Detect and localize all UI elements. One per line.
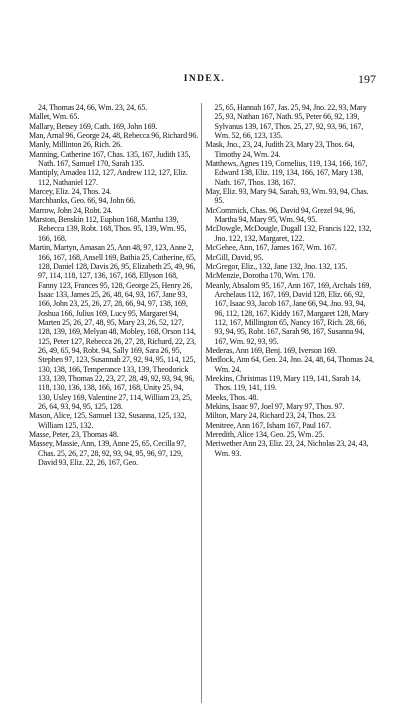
page-header [0,74,409,88]
index-entry: Marrow, John 24, Robt. 24. [29,205,113,215]
index-entry: Marston, Benskin 112, Euphon 168, Martha 139, Rebecca 139, Robt. 168, Thos. 95, 139, Wm. 95, 166, 168. [29,215,187,243]
index-entry: Medlock, Ann 64, Geo. 24, Jno. 24, 48, 64, Thomas 24, Wm. 24. [205,355,374,374]
index-entry: Massey, Massie, Ann, 139, Anne 25, 65, Cecilla 97, Chas. 25, 26, 27, 28, 92, 93, 94, 95, 96, 97, 129, David 93, Eliz. 22, 26, 167, Geo. [29,439,187,468]
index-entry: Manly, Millinton 26, Rich. 26. [29,140,122,150]
index-entry: Marcey, Eliz. 24, Thos. 24. [29,187,112,197]
index-entry: Meredith, Alice 134, Geo. 25, Wm. 25. [205,430,325,440]
index-entry: Milton, Mary 24, Richard 23, 24, Thos. 23. [205,411,337,421]
index-entry: Meanly, Absalom 95, 167, Ann 167, 169, Archals 169, Archelaus 112, 167, 169, David 128, Eliz. 66, 92, 167, Isaac 93, Jacob 167, Jane 66, 94, Jno. 93, 94, 96, 112, 128, 167, Kiddy 167, Margaret 128, Mary 112, 167, Millington 65, Nancy 167, Rich. 28, 66, 93, 94, 95, Robt. 167, Sarah 98, 167, Susanna 94, 167, Wm. 92, 93, 95. [205,280,372,346]
index-entry: Mallet, Wm. 65. [29,112,80,122]
index-entry: Mantiply, Amadea 112, 127, Andrew 112, 127, Eliz. 112, Nathaniel 127. [29,168,188,187]
index-entry: McGehee, Ann, 167, James 167, Wm. 167. [205,243,337,253]
index-entry: Meekins, Christmas 119, Mary 119, 141, Sarah 14, Thos. 119, 141, 119. [205,373,361,393]
index-columns [29,103,375,703]
index-entry: Mask, Jno., 23, 24, Judith 23, Mary 23, Thos. 64, Timothy 24, Wm. 24. [205,140,355,159]
index-entry: 24, Thomas 24, 66, Wm. 23, 24, 65. [38,103,148,112]
index-entry: Mason, Alice, 125, Samuel 132, Susanna, 125, 132, William 125, 132. [29,411,187,430]
index-entry: Menitree, Ann 167, Isham 167, Paul 167. [205,420,332,430]
index-entry: Matthews, Agnes 119, Cornelius, 119, 134, 166, 167, Edward 138, Eliz. 119, 134, 166, 167, Mary 138, Nath. 167, Thos. 138, 167. [205,159,368,187]
index-entry: Meeks, Thos. 48. [205,392,259,402]
index-entry: Man, Arnal 96, George 24, 48, Rebecca 96, Richard 96. [29,131,199,141]
page-title: INDEX. [183,74,226,84]
index-entry: Masse, Peter, 23, Thomas 48. [29,430,119,440]
index-entry: McGill, David, 95. [205,252,264,262]
index-column-left [29,103,202,703]
index-entry: Mederas, Ann 169, Benj. 169, Iverson 169. [205,345,337,355]
index-entry: 25, 65, Hannah 167, Jas. 25, 94, Jno. 22, 93, Mary 25, 93, Nathan 167, Nath. 95, Peter 66, 92, 139, Sylvanus 139, 167, Thos. 25, 27, 92, 93, 96, 167, Wm. 52, 66, 123, 135. [214,103,367,141]
index-entry: McMenzie, Dorotha 170, Wm. 170. [205,271,316,281]
index-column-right [202,103,376,703]
index-entry: Martin, Martyn, Amasan 25, Ann 48, 97, 123, Anne 2, 166, 167, 168, Ansell 169, Bathia 25, Catherine, 65, 128, Daniel 128, Davis 26, 95, Elizabeth 25, 49, 96, 97, 114, 118, 127, 136, 167, 168, Ellyson 168, Fanny 123, Frances 95, 128, George 25, Henry 26, Isaac 133, James 25, 26, 48, 64, 93, 167, Jane 93, 166, John 23, 25, 26, 27, 28, 66, 94, 97, 138, 169, Joshua 166, Julius 169, Lucy 95, Margaret 94, Marten 25, 26, 27, 48, 95, Mary 23, 26, 52, 127, 128, 139, 169, Melyan 48, Mobley, 168, Orson 114, 125, Peter 127, Rebecca 26, 27, 28, Richard, 22, 23, 26, 49, 65, 94, Robt. 94, Sally 169, Sara 26, 95, Stephen 97, 123, Susannah 27, 92, 94, 95, 114, 125, 130, 138, 166, Temperance 133, 139, Theodorick 133, 139, Thomas 22, 23, 27, 28, 49, 92, 93, 94, 96, 118, 130, 136, 138, 166, 167, 168, Unity 25, 94, 130, Usley 169, Valentine 27, 114, William 23, 25, 26, 64, 93, 94, 95, 125, 128. [29,243,196,411]
index-entry: Meriwether Ann 23, Eliz. 23, 24, Nicholas 23, 24, 43, Wm. 93. [205,439,369,458]
index-entry: McCommick, Chas. 96, David 94, Grezel 94, 96, Martha 94, Mary 95, Wm. 94, 95. [205,205,356,225]
index-entry: Mallary, Betsey 169, Cath. 169, John 169. [29,121,158,131]
index-entry: McDowgle, McDougle, Dugall 132, Francis 122, 132, Jno. 122, 132, Margaret, 122. [205,224,372,243]
page-number: 197 [358,72,376,86]
index-entry: Mekins, Isaac 97, Joel 97, Mary 97, Thos. 97. [205,402,345,411]
index-entry: Marchbanks, Geo. 66, 94, John 66. [29,196,136,206]
index-entry: McGregor, Eliz., 132, Jane 132, Jno. 132, 135. [205,261,348,271]
index-entry: May, Eliz. 93, Mary 94, Sarah, 93, Wm. 93, 94, Chas. 95. [205,187,369,206]
index-entry: Manning, Catherine 167, Chas. 135, 167, Judith 135, Nath. 167, Samuel 170, Sarah 135. [29,149,191,169]
